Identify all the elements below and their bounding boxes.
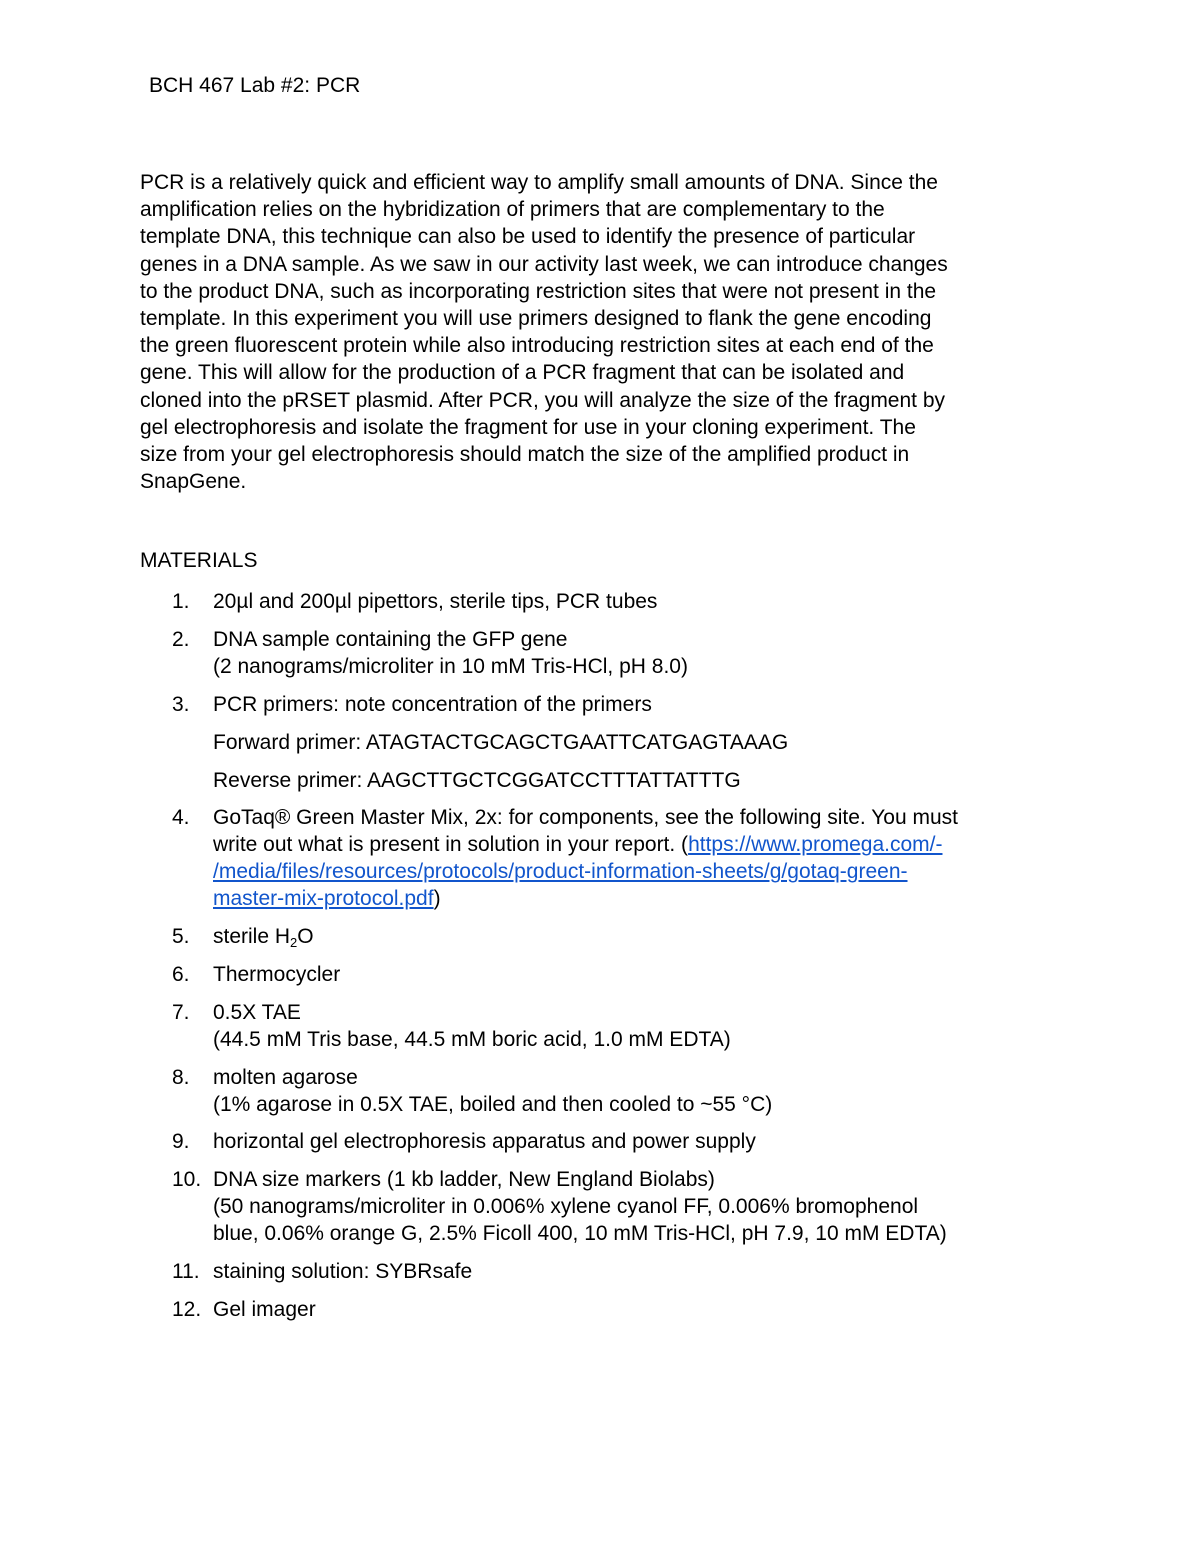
item-detail: (2 nanograms/microliter in 10 mM Tris-HCl, pH 8.0) [213,654,688,678]
item-number: 8. [172,1065,190,1089]
intro-line: cloned into the pRSET plasmid. After PCR, you will analyze the size of the fragment by [140,388,946,412]
item-number: 7. [172,1000,190,1024]
promega-link-part[interactable]: https://www.promega.com/- [688,833,943,857]
item-text: 20µl and 200µl pipettors, sterile tips, PCR tubes [213,590,658,613]
intro-line: genes in a DNA sample. As we saw in our activity last week, we can introduce changes [140,252,948,276]
intro-line: gene. This will allow for the production of a PCR fragment that can be isolated and [140,361,905,385]
item-number: 11. [172,1259,200,1283]
intro-line: the green fluorescent protein while also introducing restriction sites at each end of the [140,334,934,358]
document-title: BCH 467 Lab #2: PCR [149,74,361,97]
item-number: 6. [172,962,190,986]
reverse-primer: Reverse primer: AAGCTTGCTCGGATCCTTTATTATTTG [213,768,741,792]
materials-item-11 [140,1258,1080,1285]
forward-primer: Forward primer: ATAGTACTGCAGCTGAATTCATGAGTAAAG [213,730,789,754]
intro-line: template DNA, this technique can also be used to identify the presence of particular [140,225,916,249]
item-detail: (50 nanograms/microliter in 0.006% xylene cyanol FF, 0.006% bromophenol [213,1195,919,1219]
item-text-segment: ) [433,887,441,911]
materials-item-7 [140,999,1080,1053]
item-number: 1. [172,590,190,613]
item-text: DNA size markers (1 kb ladder, New England Biolabs) [213,1168,715,1192]
intro-line: template. In this experiment you will use primers designed to flank the gene encoding [140,307,932,331]
promega-link-part[interactable]: /media/files/resources/protocols/product-information-sheets/g/gotaq-green- [213,860,908,884]
item-number: 12. [172,1297,202,1321]
materials-item-3 [140,691,1080,794]
materials-item-4 [140,804,1080,912]
item-number: 9. [172,1130,190,1154]
item-text: Gel imager [213,1297,316,1321]
item-number: 2. [172,627,190,651]
item-number: 10. [172,1168,202,1192]
materials-item-8 [140,1064,1080,1118]
materials-heading: MATERIALS [140,549,258,572]
promega-link-part[interactable]: master-mix-protocol.pdf [213,887,434,911]
item-text-line [213,885,1080,912]
item-text: staining solution: SYBRsafe [213,1259,473,1283]
intro-line: PCR is a relatively quick and efficient way to amplify small amounts of DNA. Since the [140,171,938,194]
item-number: 4. [172,806,190,830]
item-text: PCR primers: note concentration of the primers [213,692,652,716]
materials-item-5 [140,923,1080,950]
item-text: Thermocycler [213,962,341,986]
materials-item-2 [140,626,1080,680]
materials-list [140,588,1080,1334]
intro-line: size from your gel electrophoresis should match the size of the amplified product in [140,443,910,467]
item-text: GoTaq® Green Master Mix, 2x: for components, see the following site. You must [213,806,958,830]
materials-item-10 [140,1166,1080,1247]
item-text: 0.5X TAE [213,1000,301,1024]
intro-paragraph [140,169,1070,495]
materials-item-1 [140,588,1080,615]
subscript: 2 [290,935,298,951]
materials-item-6 [140,961,1080,988]
item-text-line [213,858,1080,885]
item-text [213,923,1080,950]
item-text-line [213,831,1080,858]
item-text-segment: O [297,925,314,949]
item-detail: (44.5 mM Tris base, 44.5 mM boric acid, 1.0 mM EDTA) [213,1027,731,1051]
item-number: 3. [172,692,190,716]
item-detail: blue, 0.06% orange G, 2.5% Ficoll 400, 10 mM Tris-HCl, pH 7.9, 10 mM EDTA) [213,1222,947,1246]
intro-line: gel electrophoresis and isolate the fragment for use in your cloning experiment. The [140,415,916,439]
item-text: DNA sample containing the GFP gene [213,627,568,651]
item-detail: (1% agarose in 0.5X TAE, boiled and then cooled to ~55 °C) [213,1092,773,1116]
item-text-segment: sterile H [213,925,291,949]
intro-line: to the product DNA, such as incorporating restriction sites that were not present in the [140,279,937,303]
item-text-segment: write out what is present in solution in your report. ( [213,833,689,857]
materials-item-12 [140,1296,1080,1323]
item-text: molten agarose [213,1065,358,1089]
intro-line: SnapGene. [140,470,247,494]
item-number: 5. [172,925,190,949]
materials-item-9 [140,1128,1080,1155]
intro-line: amplification relies on the hybridization of primers that are complementary to the [140,198,885,222]
item-text: horizontal gel electrophoresis apparatus and power supply [213,1130,756,1154]
